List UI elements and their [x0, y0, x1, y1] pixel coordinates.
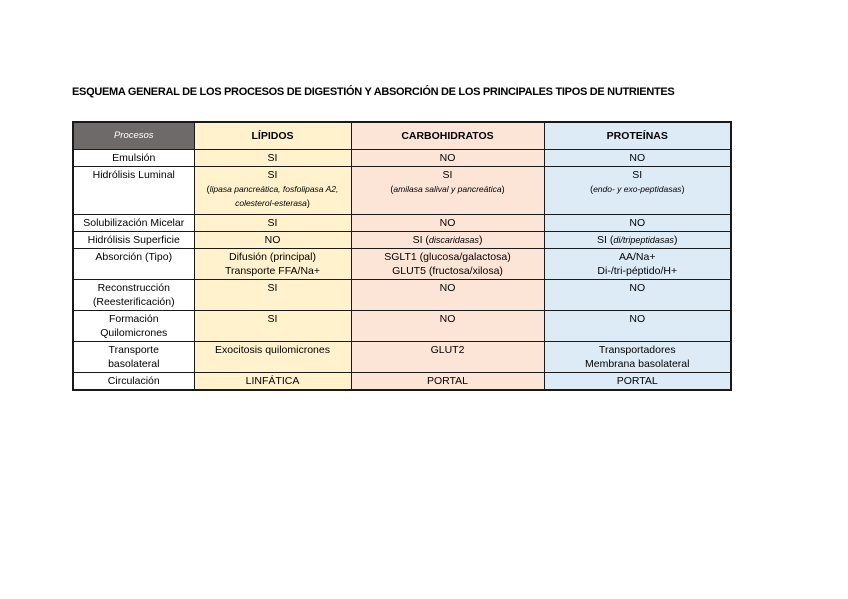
cell-carbohidratos: GLUT2 [351, 342, 544, 373]
header-proteinas: PROTEÍNAS [544, 122, 731, 150]
row-label [73, 280, 194, 311]
cell-note [354, 182, 542, 196]
cell-proteinas: NO [544, 311, 731, 342]
row-label: Emulsión [73, 150, 194, 167]
cell-proteinas [544, 342, 731, 373]
table-row [73, 311, 731, 342]
row-label [73, 311, 194, 342]
table-row [73, 249, 731, 280]
cell-carbohidratos: NO [351, 215, 544, 232]
table-row [73, 280, 731, 311]
cell-lipidos: LINFÁTICA [194, 373, 351, 391]
cell-line-2: GLUT5 (fructosa/xilosa) [392, 265, 503, 277]
table-row [73, 373, 731, 391]
cell-note: discaridasas [428, 235, 479, 245]
cell-value: SI [267, 169, 278, 181]
table-header-row [73, 122, 731, 150]
label-line-2: Quilomicrones [100, 327, 168, 339]
note-text: endo- y exo-peptidasas [593, 184, 682, 194]
document-title: ESQUEMA GENERAL DE LOS PROCESOS DE DIGESTIÓN Y ABSORCIÓN DE LOS PRINCIPALES TIPOS DE NUTRIENTES [72, 86, 675, 98]
row-label: Hidrólisis Superficie [73, 232, 194, 249]
cell-proteinas [544, 232, 731, 249]
cell-note: di/tripeptidasas [613, 235, 674, 245]
cell-proteinas [544, 167, 731, 215]
note-close: ) [306, 198, 310, 208]
cell-suffix: ) [673, 234, 678, 246]
note-text: amilasa salival y pancreática [393, 184, 502, 194]
cell-carbohidratos: NO [351, 280, 544, 311]
note-close: ) [681, 184, 685, 194]
cell-carbohidratos: NO [351, 150, 544, 167]
table-row [73, 167, 731, 215]
cell-carbohidratos [351, 232, 544, 249]
nutrient-process-table [72, 121, 732, 391]
cell-lipidos: NO [194, 232, 351, 249]
table-row [73, 215, 731, 232]
note-text: lipasa pancreática, fosfolipasa A2, colesterol-esterasa [209, 184, 339, 208]
cell-lipidos: SI [194, 150, 351, 167]
row-label: Hidrólisis Luminal [73, 167, 194, 215]
cell-prefix: SI ( [597, 234, 614, 246]
label-line-1: Formación [108, 313, 159, 325]
row-label: Solubilización Micelar [73, 215, 194, 232]
cell-carbohidratos: PORTAL [351, 373, 544, 391]
cell-prefix: SI ( [412, 234, 429, 246]
cell-value: SI [442, 169, 453, 181]
cell-line-2: Di-/tri-péptido/H+ [597, 265, 678, 277]
cell-line-1: SGLT1 (glucosa/galactosa) [384, 251, 511, 263]
note-open: ( [206, 184, 210, 194]
cell-lipidos: SI [194, 280, 351, 311]
note-open: ( [590, 184, 594, 194]
table-row [73, 232, 731, 249]
cell-line-1: Transportadores [598, 344, 676, 356]
label-line-2: basolateral [108, 358, 160, 370]
cell-line-1: AA/Na+ [619, 251, 656, 263]
cell-lipidos: SI [194, 311, 351, 342]
cell-proteinas: NO [544, 150, 731, 167]
cell-note [547, 182, 729, 196]
cell-lipidos: Exocitosis quilomicrones [194, 342, 351, 373]
row-label: Absorción (Tipo) [73, 249, 194, 280]
cell-line-2: Transporte FFA/Na+ [224, 265, 321, 277]
cell-lipidos [194, 167, 351, 215]
row-label: Circulación [73, 373, 194, 391]
cell-carbohidratos [351, 167, 544, 215]
cell-lipidos: SI [194, 215, 351, 232]
label-line-1: Transporte [108, 344, 159, 356]
header-lipidos: LÍPIDOS [194, 122, 351, 150]
cell-line-1: Difusión (principal) [229, 251, 316, 263]
cell-proteinas: NO [544, 215, 731, 232]
cell-value: SI [632, 169, 643, 181]
cell-proteinas: NO [544, 280, 731, 311]
note-open: ( [390, 184, 394, 194]
row-label [73, 342, 194, 373]
note-close: ) [501, 184, 505, 194]
label-line-1: Reconstrucción [97, 282, 170, 294]
cell-note [197, 182, 349, 210]
table-row [73, 150, 731, 167]
cell-carbohidratos [351, 249, 544, 280]
header-carbohidratos: CARBOHIDRATOS [351, 122, 544, 150]
cell-proteinas: PORTAL [544, 373, 731, 391]
cell-carbohidratos: NO [351, 311, 544, 342]
cell-lipidos [194, 249, 351, 280]
cell-proteinas [544, 249, 731, 280]
label-line-2: (Reesterificación) [92, 296, 175, 308]
header-procesos: Procesos [73, 122, 194, 150]
table-row [73, 342, 731, 373]
cell-suffix: ) [478, 234, 483, 246]
cell-line-2: Membrana basolateral [585, 358, 690, 370]
